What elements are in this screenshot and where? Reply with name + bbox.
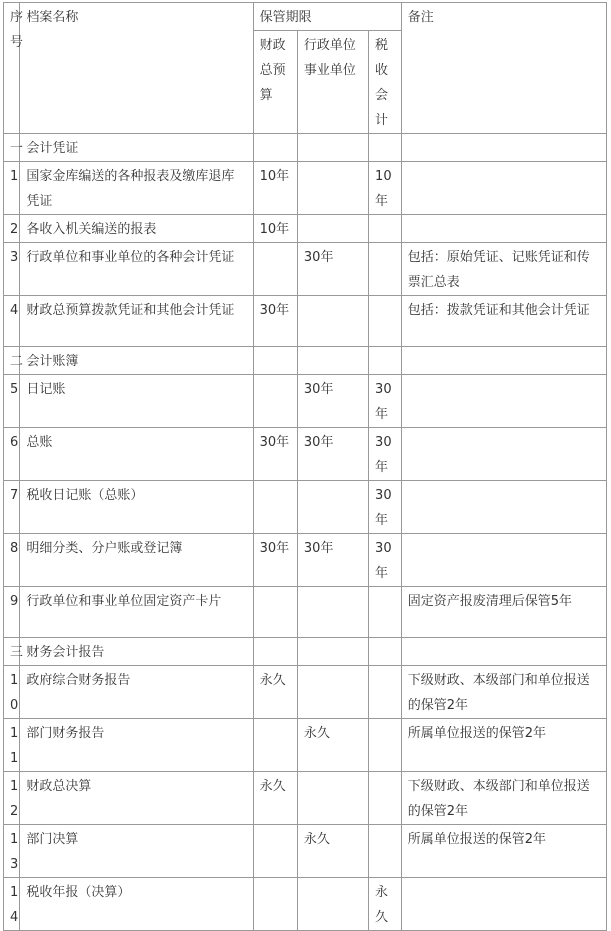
table-row [4, 825, 607, 878]
cell-note [401, 638, 606, 666]
cell-seq: 10 [4, 666, 20, 719]
cell-fin [253, 825, 297, 878]
cell-note [401, 481, 606, 534]
cell-name: 总账 [20, 428, 253, 481]
cell-seq: 11 [4, 719, 20, 772]
cell-seq: 3 [4, 243, 20, 296]
cell-seq: 4 [4, 296, 20, 347]
cell-name: 税收日记账（总账） [20, 481, 253, 534]
header-name: 档案名称 [20, 3, 253, 134]
cell-note [401, 375, 606, 428]
cell-name: 日记账 [20, 375, 253, 428]
cell-tax [369, 825, 402, 878]
cell-note [401, 534, 606, 587]
cell-fin [253, 243, 297, 296]
archive-retention-table [3, 2, 607, 931]
cell-fin [253, 638, 297, 666]
table-row [4, 481, 607, 534]
cell-fin: 30年 [253, 428, 297, 481]
cell-name: 财务会计报告 [20, 638, 253, 666]
cell-name: 财政总预算拨款凭证和其他会计凭证 [20, 296, 253, 347]
cell-gov: 30年 [297, 534, 368, 587]
cell-name: 部门财务报告 [20, 719, 253, 772]
cell-seq: 7 [4, 481, 20, 534]
table-row [4, 666, 607, 719]
cell-tax [369, 296, 402, 347]
header-note: 备注 [401, 3, 606, 134]
cell-gov [297, 638, 368, 666]
cell-tax: 30年 [369, 481, 402, 534]
cell-seq: 5 [4, 375, 20, 428]
cell-gov: 永久 [297, 719, 368, 772]
cell-fin [253, 878, 297, 931]
cell-gov [297, 134, 368, 162]
cell-fin [253, 587, 297, 638]
cell-tax [369, 134, 402, 162]
cell-gov: 永久 [297, 825, 368, 878]
cell-tax [369, 347, 402, 375]
cell-fin: 永久 [253, 772, 297, 825]
cell-tax: 30年 [369, 428, 402, 481]
section-row [4, 134, 607, 162]
table-row [4, 428, 607, 481]
cell-note [401, 162, 606, 215]
cell-name: 财政总决算 [20, 772, 253, 825]
cell-name: 明细分类、分户账或登记簿 [20, 534, 253, 587]
cell-name: 会计账簿 [20, 347, 253, 375]
cell-seq: 12 [4, 772, 20, 825]
cell-fin [253, 347, 297, 375]
cell-name: 行政单位和事业单位固定资产卡片 [20, 587, 253, 638]
cell-tax [369, 666, 402, 719]
cell-gov [297, 215, 368, 243]
cell-gov: 30年 [297, 428, 368, 481]
cell-name: 行政单位和事业单位的各种会计凭证 [20, 243, 253, 296]
subheader-tax: 税收会计 [369, 31, 402, 134]
cell-fin: 10年 [253, 215, 297, 243]
table-row [4, 587, 607, 638]
cell-note: 固定资产报废清理后保管5年 [401, 587, 606, 638]
cell-tax [369, 638, 402, 666]
table-row [4, 719, 607, 772]
cell-tax [369, 772, 402, 825]
table-row [4, 296, 607, 347]
cell-tax: 永久 [369, 878, 402, 931]
cell-tax: 30年 [369, 534, 402, 587]
header-seq: 序号 [4, 3, 20, 134]
cell-tax [369, 215, 402, 243]
cell-gov [297, 296, 368, 347]
cell-fin [253, 481, 297, 534]
cell-fin: 永久 [253, 666, 297, 719]
cell-gov [297, 772, 368, 825]
cell-fin: 30年 [253, 296, 297, 347]
cell-gov: 30年 [297, 243, 368, 296]
cell-name: 国家金库编送的各种报表及缴库退库凭证 [20, 162, 253, 215]
cell-name: 部门决算 [20, 825, 253, 878]
header-period: 保管期限 [253, 3, 401, 31]
section-row [4, 347, 607, 375]
cell-note: 包括：拨款凭证和其他会计凭证 [401, 296, 606, 347]
cell-note [401, 134, 606, 162]
cell-seq: 一 [4, 134, 20, 162]
cell-fin [253, 134, 297, 162]
cell-note: 所属单位报送的保管2年 [401, 825, 606, 878]
cell-name: 会计凭证 [20, 134, 253, 162]
cell-gov [297, 666, 368, 719]
subheader-fin: 财政总预算 [253, 31, 297, 134]
table-row [4, 375, 607, 428]
cell-gov [297, 481, 368, 534]
cell-note [401, 347, 606, 375]
cell-seq: 1 [4, 162, 20, 215]
cell-note: 下级财政、本级部门和单位报送的保管2年 [401, 666, 606, 719]
cell-note [401, 428, 606, 481]
header-row [4, 3, 607, 31]
cell-gov [297, 162, 368, 215]
cell-gov [297, 878, 368, 931]
cell-fin: 30年 [253, 534, 297, 587]
cell-note [401, 215, 606, 243]
table-row [4, 162, 607, 215]
cell-note: 包括：原始凭证、记账凭证和传票汇总表 [401, 243, 606, 296]
section-row [4, 638, 607, 666]
cell-tax [369, 587, 402, 638]
cell-tax [369, 719, 402, 772]
cell-seq: 2 [4, 215, 20, 243]
cell-seq: 9 [4, 587, 20, 638]
cell-fin [253, 719, 297, 772]
cell-seq: 14 [4, 878, 20, 931]
table-row [4, 878, 607, 931]
cell-note [401, 878, 606, 931]
cell-name: 税收年报（决算） [20, 878, 253, 931]
table-row [4, 243, 607, 296]
cell-seq: 6 [4, 428, 20, 481]
table-row [4, 772, 607, 825]
table-row [4, 534, 607, 587]
subheader-gov: 行政单位事业单位 [297, 31, 368, 134]
cell-tax: 30年 [369, 375, 402, 428]
cell-seq: 二 [4, 347, 20, 375]
cell-name: 政府综合财务报告 [20, 666, 253, 719]
cell-fin [253, 375, 297, 428]
cell-note: 下级财政、本级部门和单位报送的保管2年 [401, 772, 606, 825]
cell-seq: 三 [4, 638, 20, 666]
cell-seq: 8 [4, 534, 20, 587]
cell-fin: 10年 [253, 162, 297, 215]
cell-gov: 30年 [297, 375, 368, 428]
cell-name: 各收入机关编送的报表 [20, 215, 253, 243]
cell-gov [297, 347, 368, 375]
cell-tax: 10年 [369, 162, 402, 215]
table-row [4, 215, 607, 243]
cell-note: 所属单位报送的保管2年 [401, 719, 606, 772]
cell-seq: 13 [4, 825, 20, 878]
cell-tax [369, 243, 402, 296]
cell-gov [297, 587, 368, 638]
